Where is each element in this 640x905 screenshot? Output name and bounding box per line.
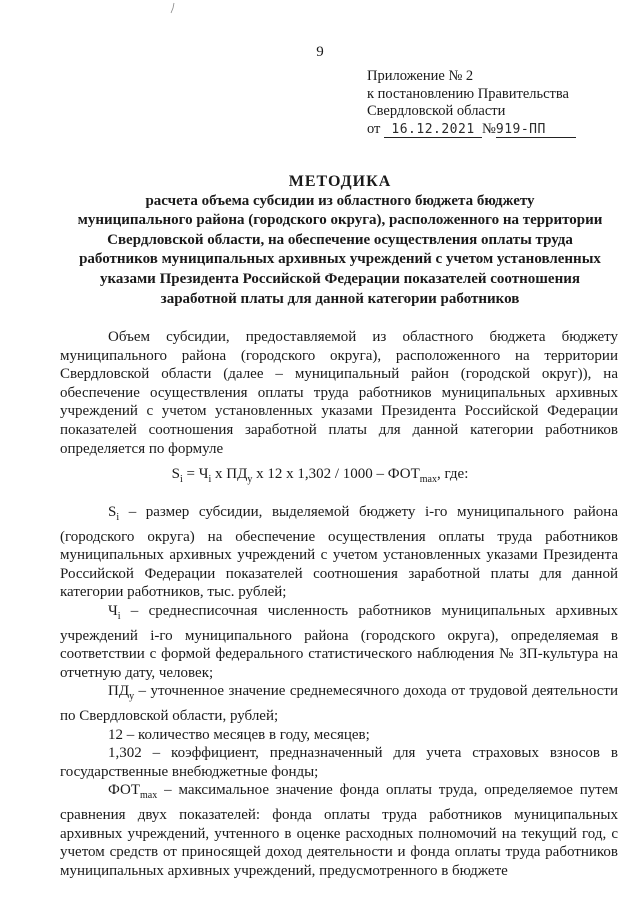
formula-s: S <box>171 466 180 482</box>
definition-fot <box>60 781 618 880</box>
formula-end: , где: <box>437 466 469 482</box>
pen-mark <box>168 2 178 16</box>
title-line: указами Президента Российской Федерации показателей соотношения <box>100 270 580 287</box>
definition-coefficient: 1,302 – коэффициент, предназначенный для учета страховых взносов в государственные внебюджетные фонды; <box>60 745 618 780</box>
intro-paragraph: Объем субсидии, предоставляемой из областного бюджета бюджету муниципального района (городского округа), расположенного на территории Свердловской области (далее – муниципальный район (городской округ)), на обеспечение осуществления оплаты труда работников муниципальных архивных учреждений с учетом установленных указами Президента Российской Федерации показателей соотношения заработной платы для данной категории работников определяется по формуле <box>60 329 618 457</box>
symbol-sub: max <box>140 790 158 802</box>
intro-section <box>60 328 618 458</box>
formula-sub-i: i <box>208 474 212 485</box>
page-number: 9 <box>316 44 324 60</box>
symbol-sub: i <box>116 512 120 523</box>
document-title <box>60 172 620 309</box>
title-line: расчета объема субсидии из областного бюджета бюджету <box>145 192 535 209</box>
symbol-s: S <box>108 504 117 520</box>
symbol-ch: Ч <box>108 602 118 619</box>
symbol-sub: i <box>117 610 121 622</box>
definition-pd <box>60 682 618 725</box>
annex-region: Свердловской области <box>367 103 506 119</box>
title-main: МЕТОДИКА <box>288 173 392 190</box>
definition-text: – размер субсидии, выделяемой бюджету i-го муниципального района (городского округа) на обеспечение осуществления оплаты труда работников муниципальных архивных учреждений с учетом установленных указами Президента Российской Федерации показателей соотношения заработной платы для данной категории работников, тыс. рублей; <box>60 504 618 601</box>
symbol-pd: ПД <box>108 683 130 700</box>
annex-date: 16.12.2021 <box>391 121 475 137</box>
definition-text: – уточненное значение среднемесячного дохода от трудовой деятельности по Свердловской области, рублей; <box>60 683 618 724</box>
formula <box>0 466 640 485</box>
annex-number-label: № <box>482 120 496 137</box>
definition-twelve: 12 – количество месяцев в году, месяцев; <box>108 726 370 743</box>
symbol-sub: у <box>129 691 135 703</box>
annex-number-field <box>496 122 576 138</box>
formula-mid: x ПД <box>211 466 248 482</box>
definition-text: – среднесписочная численность работников муниципальных архивных учреждений i-го муниципального района (городского округа), определяемая в соответствии с формой федерального статистического наблюдения № ЗП-культура на отчетную дату, человек; <box>60 602 618 681</box>
annex-title: Приложение № 2 <box>367 68 474 84</box>
annex-number: 919-ПП <box>495 121 546 137</box>
definition-ch <box>60 602 618 682</box>
title-line: заработной платы для данной категории работников <box>160 290 520 307</box>
definition-si <box>60 503 618 602</box>
formula-rest: x 12 x 1,302 / 1000 – ФОТ <box>252 466 420 482</box>
annex-resolution-ref: к постановлению Правительства <box>367 85 569 102</box>
definitions-section <box>60 503 618 880</box>
formula-sub-i: i <box>179 474 183 485</box>
title-line: Свердловской области, на обеспечение осуществления оплаты труда <box>107 231 573 248</box>
annex-header <box>367 68 617 138</box>
formula-sub-max: max <box>419 474 437 485</box>
symbol-fot: ФОТ <box>108 782 141 799</box>
annex-date-field <box>384 122 482 138</box>
annex-date-line <box>367 121 617 139</box>
definition-text: – максимальное значение фонда оплаты труда, определяемое путем сравнения двух показателей: фонда оплаты труда работников муниципальных архивных учреждений, учтенного в оценке расходных полномочий на текущий год, с учетом средств от приносящей доход деятельности и фонда оплаты труда работников муниципальных архивных учреждений, предусмотренного в бюджете <box>60 782 618 879</box>
formula-sub-y: у <box>247 474 253 485</box>
formula-eq: = Ч <box>182 466 209 482</box>
annex-from-label: от <box>367 120 381 137</box>
title-line: работников муниципальных архивных учреждений с учетом установленных <box>79 251 601 268</box>
title-line: муниципального района (городского округа), расположенного на территории <box>77 212 603 229</box>
